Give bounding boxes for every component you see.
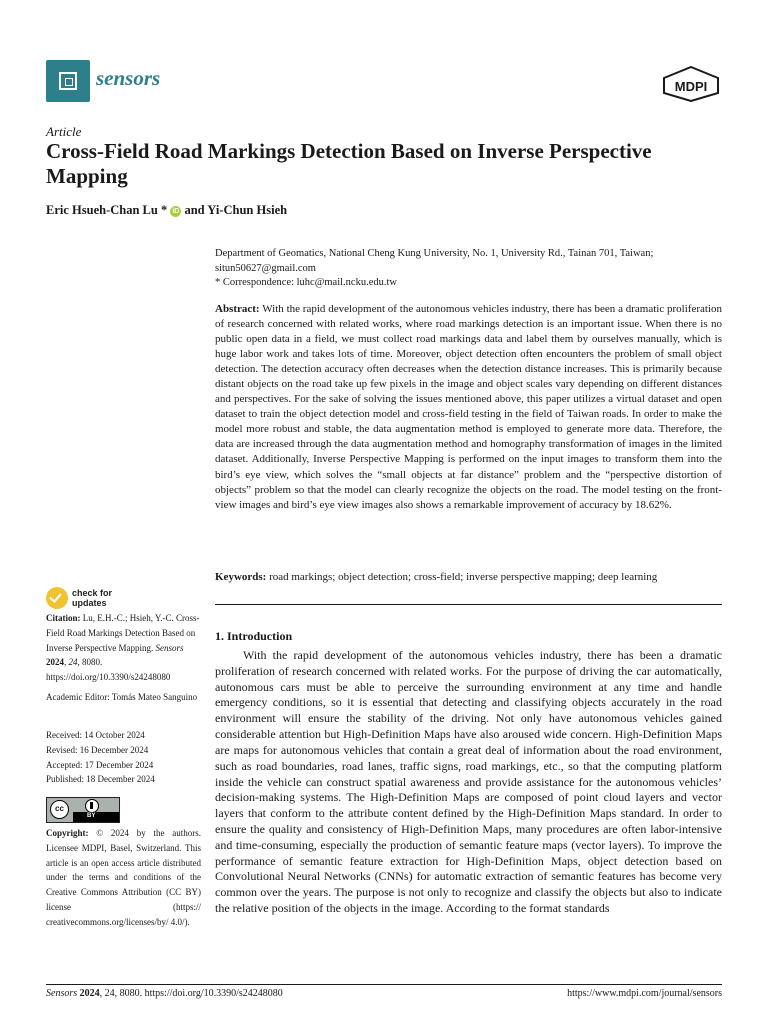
check-line-1: check for [72, 588, 113, 598]
check-line-2: updates [72, 598, 107, 608]
author-list [46, 203, 287, 218]
cc-glyph: cc [50, 800, 69, 819]
article-title: Cross-Field Road Markings Detection Based on Inverse Perspective Mapping [46, 139, 652, 188]
footer-year: 2024 [79, 988, 100, 999]
check-for-updates-icon [46, 587, 68, 609]
footer-rule [46, 984, 722, 985]
citation-comma: , [64, 657, 69, 668]
section-heading: 1. Introduction [215, 629, 293, 643]
abstract [215, 302, 722, 513]
affiliation [215, 247, 725, 291]
academic-editor: Academic Editor: Tomás Mateo Sanguino [46, 692, 198, 702]
footer-journal: Sensors [46, 988, 78, 999]
citation-journal: Sensors [155, 642, 184, 653]
body-paragraph: With the rapid development of the autonomous vehicles industry, there has been a dramatic proliferation of research concerned with related works. For the purpose of driving the car automatically, autonomous cars must be able to perceive the surrounding environment at any time and handle emergency conditions, so it is essential that detecting and classifying objects accurately in the road environment will ensure the stability of the driving. Not only have autonomous vehicles gained considerable attention but High-Definition Maps have also aroused wide concern. High-Definition Maps are maps for autonomous vehicles that contain a great deal of information about the road environment, such as road boundaries, road lanes, traffic signs, road markings, etc., so that the computing platform inside the vehicle can construct spatial awareness and provide assistance for the autonomous vehicles’ decision-making systems. The High-Definition Maps are composed of point cloud layers and vector layers that conform to the attribute content defined by the High-Definition Maps standard. In order to ensure the quality and consistency of High-Definition Maps, many procedures are often labor-intensive and time-consuming, especially the production of semantic feature maps (vector layers). To improve the performance of semantic feature extraction for High-Definition Maps, object detection based on Convolutional Neural Networks (CNNs) for automatic extraction of semantic features has become very common over the years. The purpose is not only to recognize and classify the objects but also to indicate the relative position of the objects in the image. According to the format standards [215, 648, 722, 915]
keywords-text: road markings; object detection; cross-field; inverse perspective mapping; deep learning [269, 571, 658, 583]
author-2[interactable]: Yi-Chun Hsieh [207, 203, 288, 217]
abstract-label: Abstract: [215, 303, 260, 315]
journal-name[interactable]: sensors [96, 66, 161, 90]
mdpi-logo[interactable] [660, 66, 722, 102]
received-date: Received: 14 October 2024 [46, 730, 145, 740]
correspondence-line[interactable]: * Correspondence: luhc@mail.ncku.edu.tw [215, 277, 397, 288]
citation-year: 2024 [46, 657, 64, 668]
keywords-label: Keywords: [215, 571, 267, 583]
by-bar [73, 812, 119, 822]
section-divider [215, 604, 722, 605]
journal-chip-icon [46, 60, 90, 102]
cc-by-icon[interactable] [46, 797, 120, 823]
author-separator: and [184, 203, 208, 217]
footer-journal-url[interactable]: https://www.mdpi.com/journal/sensors [567, 988, 722, 999]
check-for-updates-button[interactable] [46, 587, 126, 611]
citation-text: Lu, E.H.-C.; Hsieh, Y.-C. Cross-Field Road Markings Detection Based on Inverse Perspective Mapping. [46, 613, 200, 653]
abstract-text: With the rapid development of the autonomous vehicles industry, there has been a dramatic proliferation of research concerned with related works, where road markings detection is an important issue. When there is no public open data in a field, we must collect road markings data and label them by ourselves manually, which is huge labor work and takes lots of time. Moreover, object detection often encounters the problem of small object detection. The detection accuracy often decreases when the detection distance increases. This is primarily because distant objects on the road take up few pixels in the image and object scales vary depending on different distances and perspectives. For the sake of solving the issues mentioned above, this paper utilizes a virtual dataset and open dataset to train the object detection model and cross-field testing in the field of Taiwan roads. In order to make the model more robust and stable, the data augmentation method is employed to generate more data. Therefore, the data are increased through the data augmentation method and homography transformation of images in the limited dataset. Additionally, Inverse Perspective Mapping is performed on the input images to transform them into the bird’s eye view, which solves the “small objects at far distance” problem and the “perspective distortion of objects” problem so that the model can clearly recognize the objects on the road. The model testing on the front-view images and bird’s eye view images also shows a remarkable improvement of accuracy by 18.62%. [215, 303, 723, 511]
article-type: Article [46, 124, 82, 139]
citation-block [46, 611, 201, 685]
published-date: Published: 18 December 2024 [46, 774, 155, 785]
svg-text:MDPI: MDPI [674, 79, 708, 94]
affiliation-line: Department of Geomatics, National Cheng Kung University, No. 1, University Rd., Tainan 701, Taiwan; [215, 248, 654, 259]
citation-volume: 24 [68, 657, 78, 668]
footer-citation [46, 988, 283, 999]
copyright-label: Copyright: [46, 828, 89, 838]
affiliation-email[interactable]: situn50627@gmail.com [215, 262, 316, 274]
accepted-date: Accepted: 17 December 2024 [46, 759, 154, 770]
check-for-updates-label [72, 588, 112, 608]
author-1[interactable]: Eric Hsueh-Chan Lu * [46, 203, 168, 217]
copyright-text: © 2024 by the authors. Licensee MDPI, Basel, Switzerland. This article is an open access article distributed under the terms and conditions of the Creative Commons Attribution (CC BY) license (https:// creativecommons.org/licenses/by/ 4.0/). [46, 828, 202, 927]
revised-date: Revised: 16 December 2024 [46, 744, 149, 755]
person-icon [85, 799, 99, 813]
by-label: BY [87, 813, 96, 819]
copyright-block [46, 826, 201, 930]
body-text [215, 648, 722, 917]
dates-block [46, 728, 201, 787]
orcid-icon[interactable]: iD [172, 208, 180, 215]
keywords [215, 570, 722, 585]
footer-doi[interactable]: , 24, 8080. https://doi.org/10.3390/s24248080 [99, 988, 283, 999]
citation-label: Citation: [46, 613, 81, 623]
citation-doi[interactable]: , 8080. https://doi.org/10.3390/s24248080 [46, 657, 171, 683]
